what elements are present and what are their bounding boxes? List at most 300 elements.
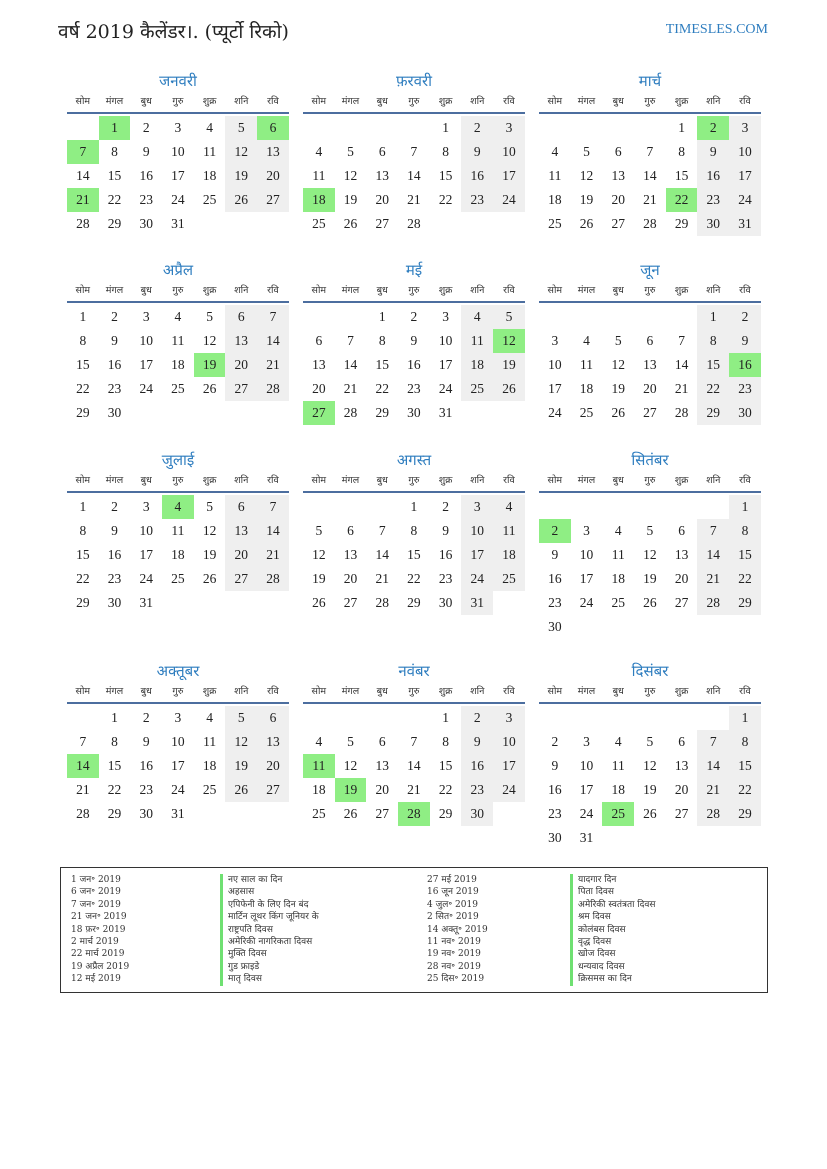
weekday-label: बुध: [612, 686, 624, 697]
holiday-name: पिता दिवस: [570, 886, 656, 898]
day-cell: 30: [438, 595, 453, 610]
weekday-label: बुध: [140, 285, 152, 296]
holiday-name: क्रिसमस का दिन: [570, 973, 656, 985]
day-cell: 18: [579, 381, 594, 396]
day-cell: 19: [225, 754, 257, 778]
day-cell: 25: [611, 595, 625, 610]
day-cell: 20: [643, 381, 657, 396]
day-cell: 24: [729, 188, 761, 212]
day-cell: 7: [697, 519, 729, 543]
day-cell: 15: [674, 168, 689, 183]
weekday-label: गुरु: [408, 686, 420, 697]
day-cell: 22: [438, 782, 453, 797]
day-cell: 13: [674, 547, 689, 562]
day-cell: 5: [347, 734, 354, 749]
day-cell: 30: [407, 405, 421, 420]
day-cell: 7: [410, 144, 418, 159]
holiday-day-cell: 12: [493, 329, 525, 353]
day-cell: 11: [171, 523, 185, 538]
day-cell: 7: [678, 333, 685, 348]
weekday-label: मंगल: [577, 96, 596, 107]
day-cell: 25: [202, 192, 217, 207]
day-cell: 7: [257, 495, 289, 519]
day-cell: 5: [493, 305, 525, 329]
empty-cell: [335, 495, 367, 519]
empty-cell: [602, 116, 634, 140]
day-cell: 7: [410, 734, 418, 749]
month-block: [539, 450, 761, 639]
day-cell: 30: [548, 619, 562, 634]
weekday-label: शुक्र: [438, 285, 453, 296]
weekday-header: [67, 683, 289, 704]
day-cell: 30: [697, 212, 729, 236]
day-cell: 10: [139, 333, 153, 348]
day-cell: 15: [107, 168, 122, 183]
holiday-date: 2 मार्च 2019: [71, 936, 119, 947]
weekday-label: रवि: [503, 285, 515, 296]
day-cell: 19: [493, 353, 525, 377]
day-cell: 10: [438, 333, 453, 348]
weekday-label: मंगल: [341, 475, 360, 486]
day-cell: 13: [225, 329, 257, 353]
day-cell: 2: [551, 734, 559, 749]
empty-cell: [666, 706, 698, 730]
day-cell: 25: [461, 377, 493, 401]
day-cell: 19: [643, 571, 657, 586]
day-cell: 24: [171, 192, 185, 207]
day-cell: 14: [257, 519, 289, 543]
day-cell: 29: [438, 806, 453, 821]
day-cell: 16: [438, 547, 453, 562]
weekday-label: सोम: [547, 475, 563, 486]
day-cell: 23: [729, 377, 761, 401]
month-name: अगस्त: [396, 451, 432, 469]
holiday-date: 14 अक्तू॰ 2019: [427, 924, 488, 935]
weekday-label: मंगल: [577, 475, 596, 486]
day-cell: 27: [611, 216, 625, 231]
weekday-label: रवि: [267, 285, 279, 296]
day-cell: 28: [76, 806, 90, 821]
day-grid: [303, 305, 525, 425]
day-cell: 4: [614, 734, 622, 749]
weekday-label: बुध: [140, 475, 152, 486]
day-cell: 26: [493, 377, 525, 401]
day-cell: 3: [729, 116, 761, 140]
day-cell: 9: [551, 758, 559, 773]
day-grid: [67, 305, 289, 425]
day-cell: 15: [76, 547, 90, 562]
day-cell: 18: [548, 192, 562, 207]
holiday-day-cell: 4: [162, 495, 194, 519]
day-cell: 2: [442, 499, 449, 514]
day-cell: 9: [551, 547, 559, 562]
day-cell: 11: [611, 547, 625, 562]
day-cell: 3: [461, 495, 493, 519]
day-cell: 23: [461, 188, 493, 212]
holiday-dates-right: [427, 874, 488, 986]
day-cell: 11: [171, 333, 185, 348]
day-cell: 29: [729, 802, 761, 826]
day-cell: 8: [79, 523, 87, 538]
day-cell: 1: [410, 499, 418, 514]
holiday-names-left: [220, 874, 319, 986]
day-cell: 27: [257, 778, 289, 802]
day-cell: 6: [257, 706, 289, 730]
day-cell: 29: [76, 405, 90, 420]
holiday-name: धन्यवाद दिवस: [570, 961, 656, 973]
holiday-date: 19 नव॰ 2019: [427, 949, 481, 960]
day-cell: 11: [312, 168, 326, 183]
day-cell: 2: [461, 706, 493, 730]
weekday-header: [539, 472, 761, 493]
holiday-name: वृद्ध दिवस: [570, 936, 656, 948]
month-block: [303, 661, 525, 826]
day-cell: 19: [343, 192, 358, 207]
day-cell: 3: [493, 116, 525, 140]
day-cell: 5: [315, 523, 323, 538]
day-cell: 28: [76, 216, 90, 231]
day-cell: 20: [611, 192, 625, 207]
day-cell: 29: [697, 401, 729, 425]
day-cell: 31: [729, 212, 761, 236]
month-block: [539, 71, 761, 236]
day-cell: 4: [315, 144, 323, 159]
day-cell: 4: [206, 710, 213, 725]
weekday-header: [67, 93, 289, 114]
weekday-label: गुरु: [408, 96, 420, 107]
day-cell: 31: [171, 216, 185, 231]
day-cell: 10: [579, 758, 594, 773]
day-cell: 2: [729, 305, 761, 329]
day-cell: 26: [343, 216, 358, 231]
empty-cell: [303, 706, 335, 730]
day-cell: 1: [79, 499, 87, 514]
day-cell: 2: [142, 710, 150, 725]
day-cell: 16: [407, 357, 421, 372]
weekday-label: सोम: [311, 285, 327, 296]
weekday-label: सोम: [311, 475, 327, 486]
day-cell: 18: [202, 168, 217, 183]
empty-cell: [366, 495, 398, 519]
day-cell: 8: [111, 734, 118, 749]
day-cell: 10: [493, 140, 525, 164]
day-cell: 6: [315, 333, 323, 348]
day-cell: 6: [378, 734, 386, 749]
day-cell: 16: [697, 164, 729, 188]
day-cell: 27: [674, 595, 689, 610]
day-cell: 7: [79, 734, 87, 749]
day-cell: 17: [579, 571, 594, 586]
day-cell: 10: [171, 144, 185, 159]
day-cell: 14: [343, 357, 358, 372]
weekday-label: शुक्र: [438, 475, 453, 486]
empty-cell: [634, 305, 666, 329]
day-cell: 21: [643, 192, 657, 207]
day-cell: 3: [551, 333, 559, 348]
day-cell: 29: [375, 405, 389, 420]
day-cell: 28: [407, 216, 421, 231]
month-name: फ़रवरी: [395, 72, 433, 90]
day-cell: 22: [107, 782, 122, 797]
day-cell: 17: [548, 381, 562, 396]
weekday-label: रवि: [503, 686, 515, 697]
day-cell: 23: [407, 381, 421, 396]
day-cell: 28: [643, 216, 657, 231]
weekday-label: बुध: [612, 475, 624, 486]
holiday-name: राष्ट्रपति दिवस: [220, 924, 319, 936]
day-grid: [67, 706, 289, 826]
weekday-label: सोम: [75, 686, 91, 697]
month-block: [67, 260, 289, 425]
weekday-label: गुरु: [172, 475, 184, 486]
day-cell: 21: [407, 192, 421, 207]
holiday-day-cell: 7: [67, 140, 99, 164]
day-cell: 23: [461, 778, 493, 802]
day-cell: 4: [614, 523, 622, 538]
weekday-label: मंगल: [105, 285, 124, 296]
day-cell: 24: [438, 381, 453, 396]
day-cell: 24: [461, 567, 493, 591]
day-cell: 13: [375, 168, 389, 183]
weekday-label: मंगल: [105, 475, 124, 486]
holiday-name: यादगार दिन: [570, 874, 656, 886]
day-cell: 12: [312, 547, 326, 562]
day-cell: 17: [139, 357, 153, 372]
holiday-day-cell: 11: [303, 754, 335, 778]
day-cell: 16: [107, 547, 122, 562]
month-block: [539, 260, 761, 425]
day-cell: 3: [142, 309, 150, 324]
day-cell: 26: [202, 381, 217, 396]
day-cell: 3: [442, 309, 449, 324]
day-cell: 17: [493, 164, 525, 188]
day-cell: 27: [225, 567, 257, 591]
day-cell: 14: [407, 168, 421, 183]
weekday-label: रवि: [503, 96, 515, 107]
empty-cell: [366, 706, 398, 730]
day-cell: 26: [225, 778, 257, 802]
day-cell: 5: [347, 144, 354, 159]
month-block: [303, 450, 525, 615]
holiday-list: [60, 867, 768, 993]
holiday-name: कोलंबस दिवस: [570, 924, 656, 936]
day-cell: 23: [139, 782, 153, 797]
day-cell: 12: [202, 333, 217, 348]
holiday-date: 7 जन॰ 2019: [71, 899, 121, 910]
empty-cell: [303, 495, 335, 519]
weekday-label: सोम: [547, 686, 563, 697]
day-cell: 20: [343, 571, 358, 586]
day-cell: 20: [375, 782, 389, 797]
day-cell: 24: [579, 806, 594, 821]
day-cell: 24: [579, 595, 594, 610]
empty-cell: [634, 495, 666, 519]
holiday-date: 19 अप्रैल 2019: [71, 961, 130, 972]
day-cell: 19: [312, 571, 326, 586]
weekday-header: [539, 282, 761, 303]
empty-cell: [366, 116, 398, 140]
day-cell: 7: [646, 144, 654, 159]
day-cell: 23: [139, 192, 153, 207]
day-grid: [303, 495, 525, 615]
holiday-date: 2 सित॰ 2019: [427, 912, 479, 923]
day-cell: 24: [548, 405, 562, 420]
day-cell: 13: [312, 357, 326, 372]
weekday-label: बुध: [612, 96, 624, 107]
day-cell: 11: [203, 734, 217, 749]
day-cell: 18: [202, 758, 217, 773]
day-cell: 8: [729, 519, 761, 543]
day-cell: 1: [442, 120, 449, 135]
month-block: [303, 71, 525, 236]
holiday-day-cell: 22: [666, 188, 698, 212]
empty-cell: [335, 706, 367, 730]
empty-cell: [634, 706, 666, 730]
empty-cell: [634, 116, 666, 140]
day-cell: 7: [257, 305, 289, 329]
day-cell: 18: [312, 782, 326, 797]
holiday-day-cell: 27: [303, 401, 335, 425]
day-cell: 2: [461, 116, 493, 140]
day-cell: 13: [375, 758, 389, 773]
day-cell: 18: [171, 547, 185, 562]
day-cell: 20: [674, 782, 689, 797]
weekday-label: सोम: [75, 96, 91, 107]
holiday-name: अमेरिकी नागरिकता दिवस: [220, 936, 319, 948]
weekday-label: रवि: [503, 475, 515, 486]
day-cell: 14: [643, 168, 657, 183]
day-cell: 17: [729, 164, 761, 188]
day-cell: 20: [312, 381, 326, 396]
day-cell: 19: [202, 547, 217, 562]
day-grid: [539, 305, 761, 425]
day-cell: 2: [410, 309, 418, 324]
month-block: [303, 260, 525, 425]
weekday-label: मंगल: [341, 96, 360, 107]
day-cell: 16: [461, 164, 493, 188]
empty-cell: [697, 495, 729, 519]
day-cell: 4: [551, 144, 559, 159]
day-cell: 5: [646, 523, 654, 538]
day-cell: 5: [225, 706, 257, 730]
holiday-name: मार्टिन लूथर किंग जूनियर के: [220, 911, 319, 923]
weekday-label: शनि: [470, 96, 485, 107]
day-cell: 13: [611, 168, 625, 183]
holiday-day-cell: 2: [697, 116, 729, 140]
day-cell: 25: [312, 806, 326, 821]
day-cell: 26: [312, 595, 326, 610]
day-cell: 20: [225, 353, 257, 377]
day-cell: 17: [461, 543, 493, 567]
day-cell: 23: [548, 806, 562, 821]
holiday-date: 12 मई 2019: [71, 974, 121, 985]
day-cell: 12: [643, 758, 657, 773]
day-cell: 5: [614, 333, 622, 348]
day-cell: 15: [375, 357, 389, 372]
day-cell: 5: [206, 499, 213, 514]
day-cell: 6: [225, 495, 257, 519]
holiday-day-cell: 18: [303, 188, 335, 212]
day-cell: 10: [461, 519, 493, 543]
day-cell: 8: [729, 730, 761, 754]
day-cell: 7: [347, 333, 354, 348]
day-cell: 21: [697, 567, 729, 591]
day-cell: 22: [729, 778, 761, 802]
day-cell: 6: [678, 523, 685, 538]
day-cell: 21: [257, 543, 289, 567]
day-cell: 25: [579, 405, 594, 420]
holiday-day-cell: 6: [257, 116, 289, 140]
month-block: [539, 661, 761, 850]
holiday-day-cell: 14: [67, 754, 99, 778]
holiday-date: 6 जन॰ 2019: [71, 887, 121, 898]
holiday-date: 4 जुल॰ 2019: [427, 899, 478, 910]
month-name: नवंबर: [398, 662, 430, 680]
weekday-label: शुक्र: [674, 475, 689, 486]
weekday-label: बुध: [376, 285, 388, 296]
day-cell: 27: [257, 188, 289, 212]
day-cell: 1: [442, 710, 449, 725]
day-cell: 25: [202, 782, 217, 797]
empty-cell: [539, 706, 571, 730]
weekday-label: मंगल: [105, 686, 124, 697]
weekday-label: गुरु: [172, 96, 184, 107]
day-cell: 22: [729, 567, 761, 591]
day-cell: 1: [79, 309, 87, 324]
day-cell: 26: [343, 806, 358, 821]
day-cell: 1: [111, 710, 118, 725]
holiday-day-cell: 2: [539, 519, 571, 543]
day-cell: 6: [225, 305, 257, 329]
empty-cell: [571, 706, 603, 730]
weekday-label: गुरु: [644, 686, 656, 697]
day-cell: 28: [697, 802, 729, 826]
day-cell: 8: [111, 144, 118, 159]
weekday-label: शनि: [470, 285, 485, 296]
weekday-label: गुरु: [644, 285, 656, 296]
day-cell: 3: [583, 523, 590, 538]
empty-cell: [602, 706, 634, 730]
day-cell: 28: [343, 405, 358, 420]
day-cell: 2: [142, 120, 150, 135]
day-cell: 15: [697, 353, 729, 377]
day-cell: 10: [493, 730, 525, 754]
empty-cell: [666, 305, 698, 329]
weekday-label: मंगल: [341, 285, 360, 296]
day-cell: 1: [678, 120, 685, 135]
holiday-name: एपिफेनी के लिए दिन बंद: [220, 899, 319, 911]
weekday-header: [303, 683, 525, 704]
day-cell: 26: [643, 595, 657, 610]
weekday-label: गुरु: [408, 285, 420, 296]
weekday-label: गुरु: [172, 686, 184, 697]
day-cell: 31: [171, 806, 185, 821]
day-cell: 8: [410, 523, 418, 538]
day-cell: 23: [107, 381, 122, 396]
holiday-day-cell: 19: [194, 353, 226, 377]
weekday-label: मंगल: [577, 285, 596, 296]
day-cell: 9: [442, 523, 449, 538]
empty-cell: [67, 116, 99, 140]
holiday-name: श्रम दिवस: [570, 911, 656, 923]
day-cell: 12: [225, 140, 257, 164]
day-cell: 31: [579, 830, 594, 845]
holiday-date: 22 मार्च 2019: [71, 949, 125, 960]
day-cell: 28: [697, 591, 729, 615]
day-cell: 27: [375, 806, 389, 821]
site-brand-link[interactable]: TIMESLES.COM: [665, 22, 768, 37]
day-cell: 23: [697, 188, 729, 212]
